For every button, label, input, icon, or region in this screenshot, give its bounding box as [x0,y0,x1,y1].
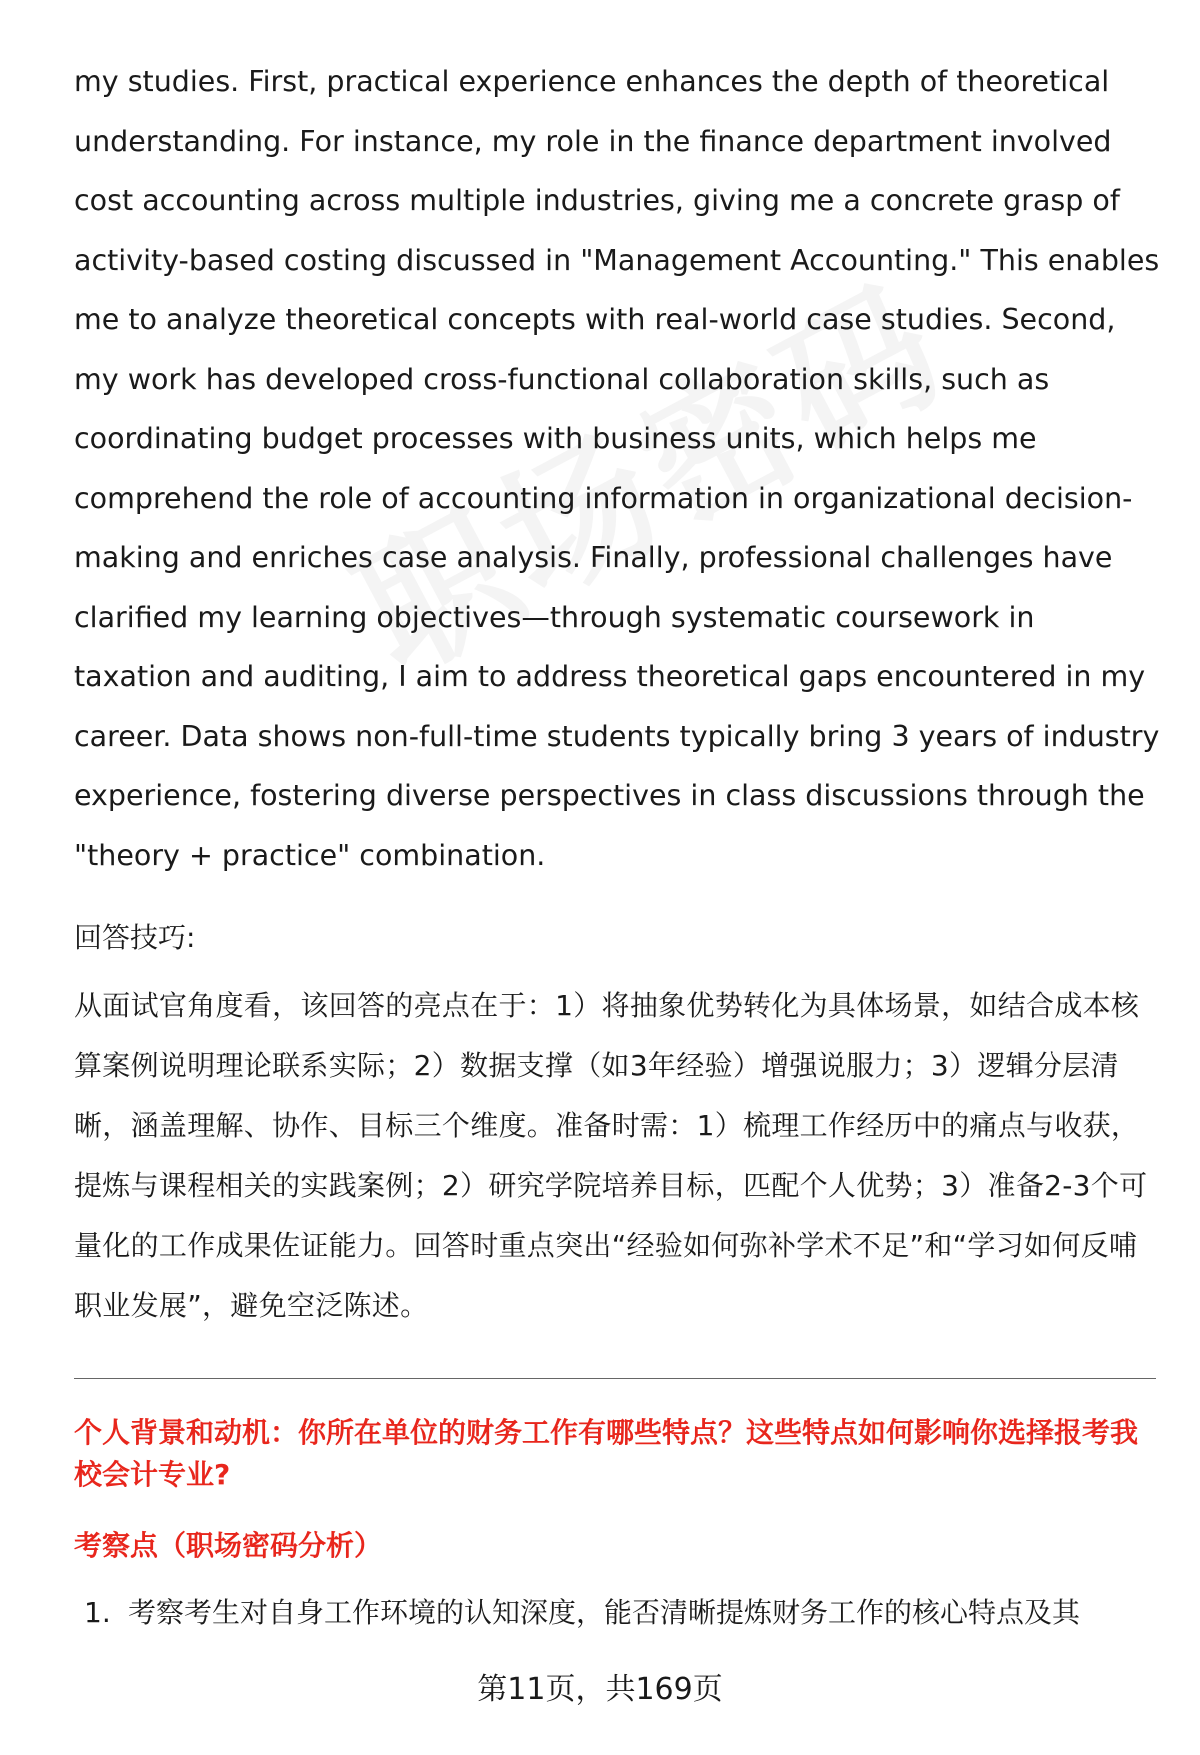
list-item-text: 考察考生对自身工作环境的认知深度，能否清晰提炼财务工作的核心特点及其 [128,1596,1081,1629]
english-answer-paragraph: my studies. First, practical experience enhances the depth of theoretical understanding. For instance, my role in the finance department involved cost accounting across multiple industries, giving me a concrete grasp of activity-based costing discussed in "Management Accounting." This enables me to analyze theoretical concepts with real-world case studies. Second, my work has developed cross-functional collaboration skills, such as coordinating budget processes with business units, which helps me comprehend the role of accounting information in organizational decision-making and enriches case analysis. Finally, professional challenges have clarified my learning objectives—through systematic coursework in taxation and auditing, I aim to address theoretical gaps encountered in my career. Data shows non-full-time students typically bring 3 years of industry experience, fostering diverse perspectives in class discussions through the "theory + practice" combination. [74,65,1160,872]
section-divider [74,1378,1156,1379]
question-heading: 个人背景和动机：你所在单位的财务工作有哪些特点？这些特点如何影响你选择报考我校会计专业? [74,1416,1139,1491]
tips-title: 回答技巧: [74,921,196,954]
tips-body: 从面试官角度看，该回答的亮点在于：1）将抽象优势转化为具体场景，如结合成本核算案例说明理论联系实际；2）数据支撑（如3年经验）增强说服力；3）逻辑分层清晰，涵盖理解、协作、目标三个维度。准备时需：1）梳理工作经历中的痛点与收获，提炼与课程相关的实践案例；2）研究学院培养目标，匹配个人优势；3）准备2-3个可量化的工作成果佐证能力。回答时重点突出“经验如何弥补学术不足”和“学习如何反哺职业发展”，避免空泛陈述。 [74,989,1148,1322]
list-item [84,1592,1164,1634]
list-item-number: 1. [84,1596,111,1629]
assessment-points-heading: 考察点（职场密码分析） [74,1529,383,1562]
page-footer: 第11页，共169页 [477,1672,723,1707]
